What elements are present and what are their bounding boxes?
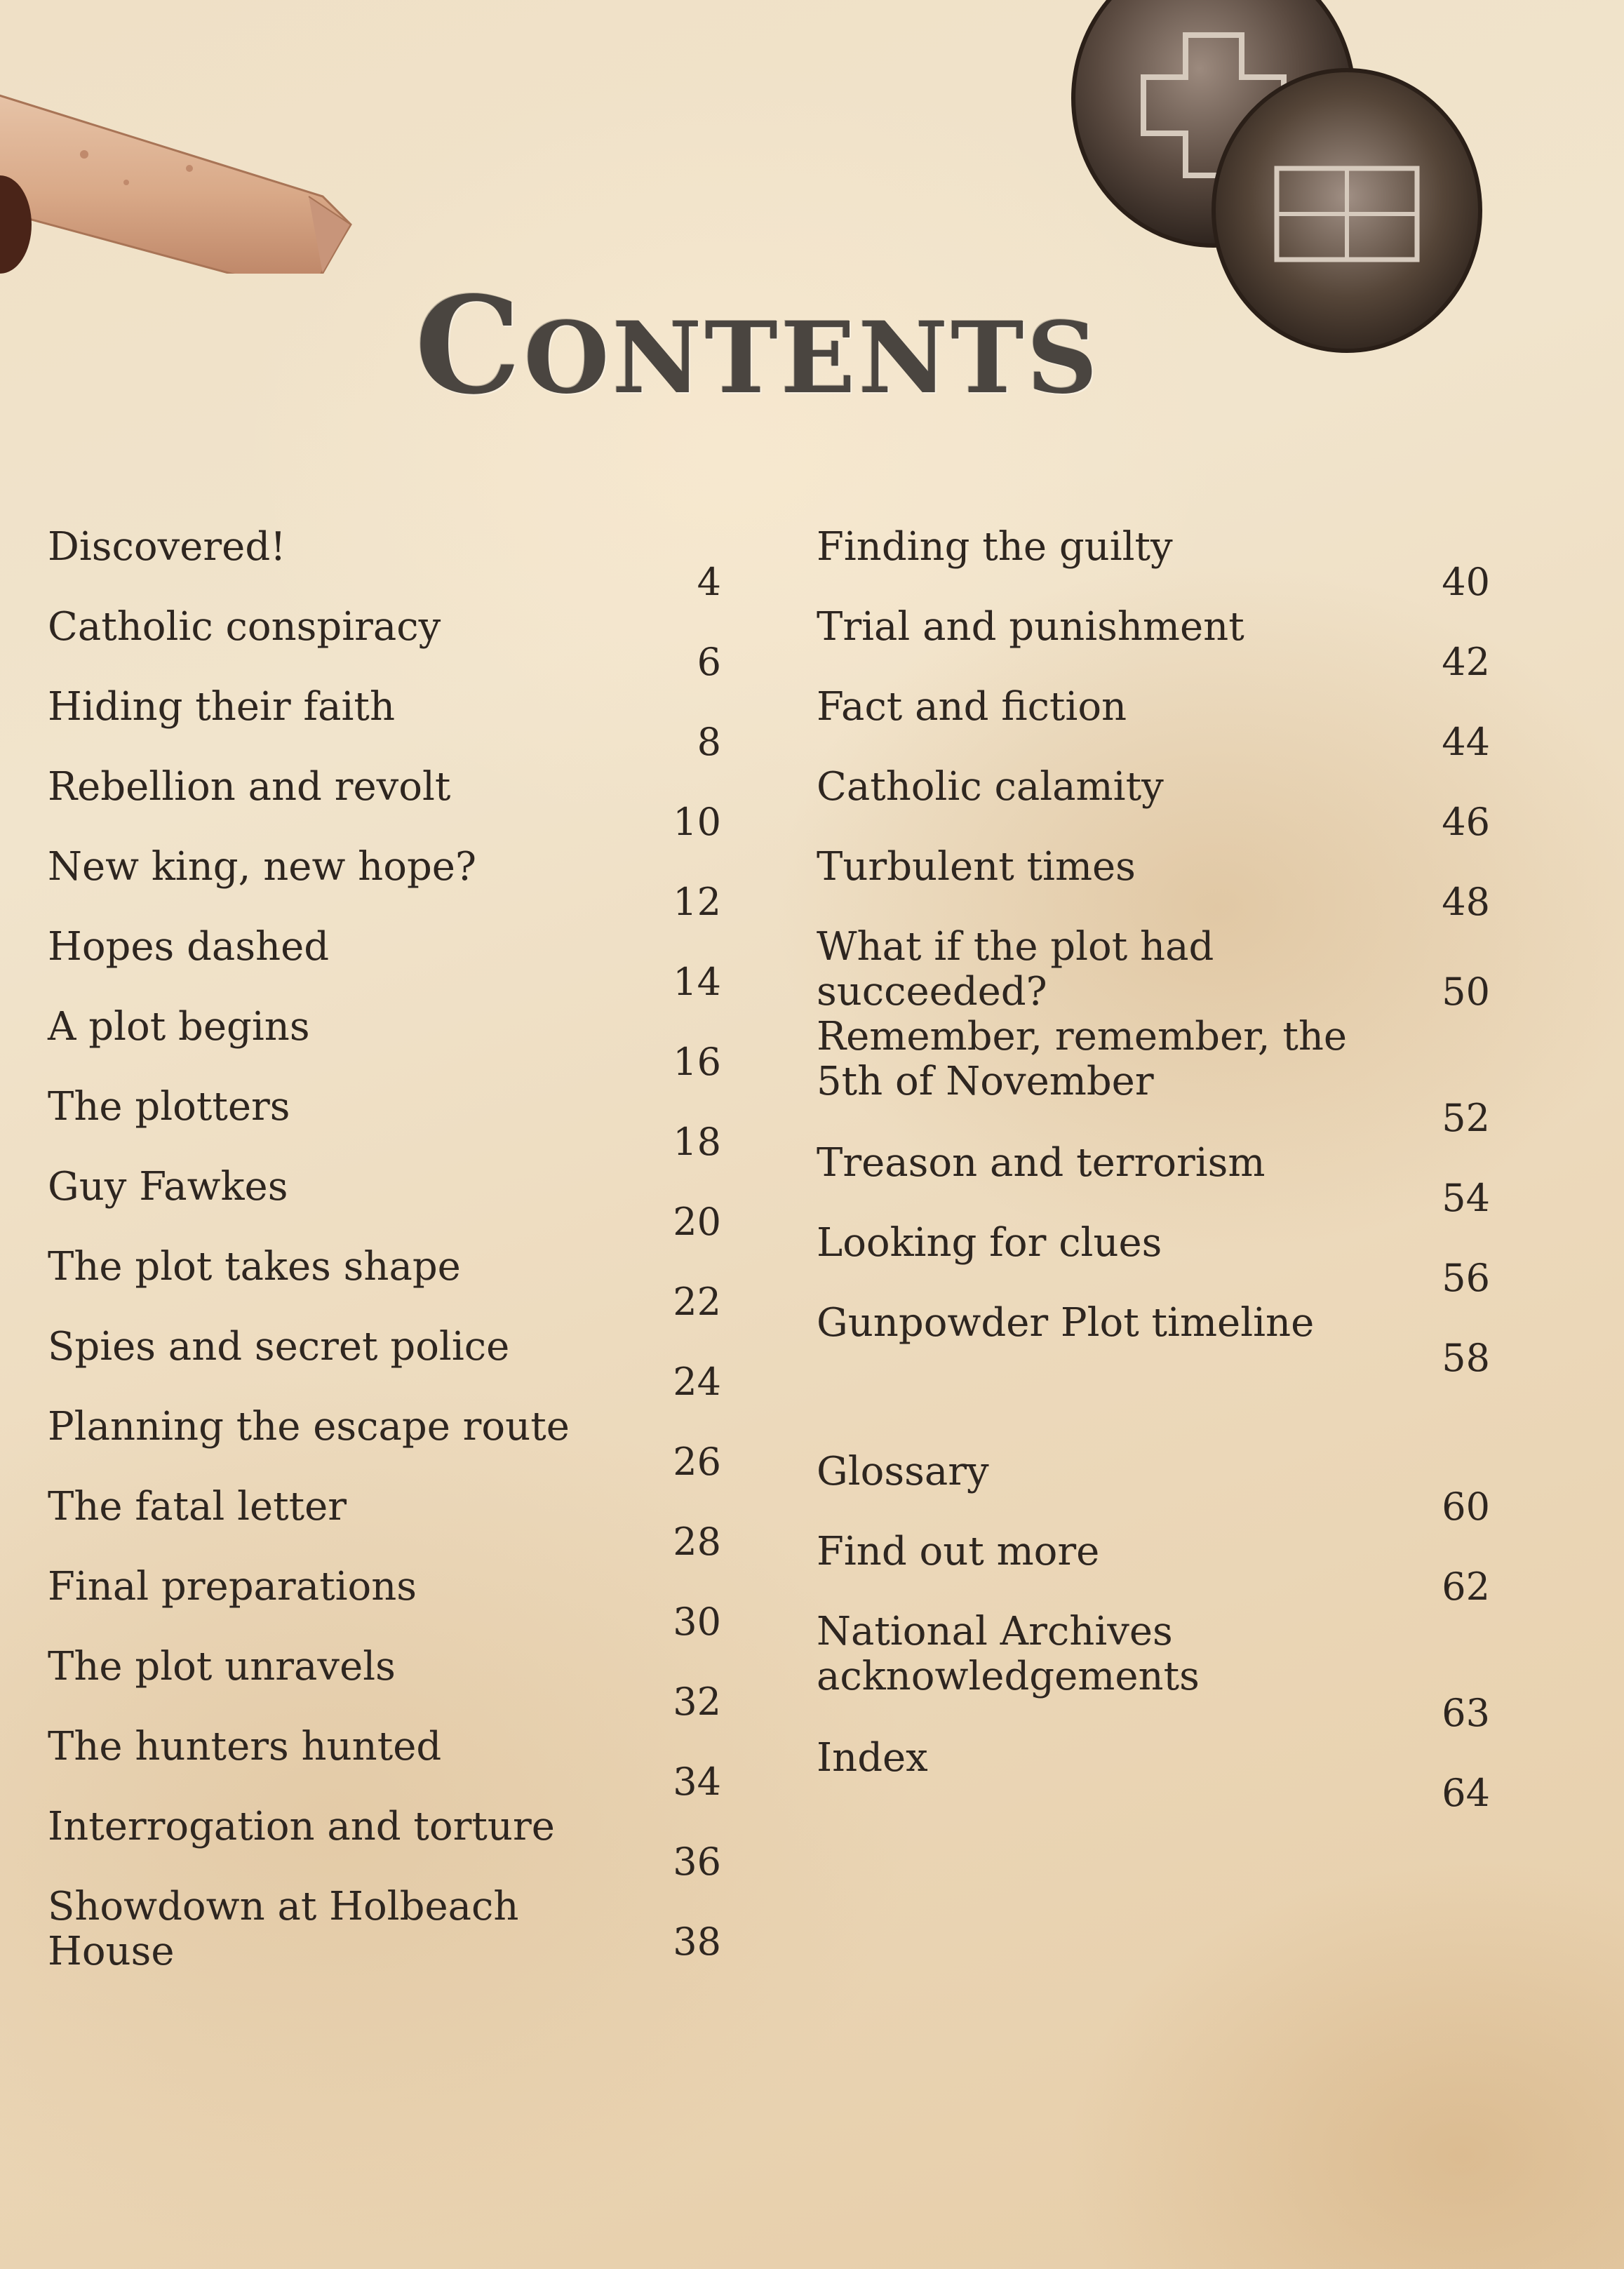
- toc-entry-page: 34: [673, 1760, 721, 1804]
- toc-entry[interactable]: [48, 1085, 721, 1165]
- toc-entry-label: Interrogation and torture: [48, 1804, 555, 1849]
- toc-entry-label: Planning the escape route: [48, 1404, 570, 1450]
- toc-entry-label: Discovered!: [48, 524, 286, 570]
- toc-entry[interactable]: [817, 1736, 1490, 1816]
- toc-entry-page: 26: [673, 1440, 721, 1484]
- toc-entry-label: Index: [817, 1735, 928, 1781]
- toc-entry[interactable]: [817, 1301, 1490, 1381]
- toc-entry[interactable]: [48, 925, 721, 1005]
- contents-left-column: [48, 524, 721, 1974]
- toc-entry-page: 22: [673, 1280, 721, 1324]
- toc-entry-page: 52: [1442, 1096, 1490, 1140]
- toc-entry[interactable]: [48, 765, 721, 845]
- toc-entry[interactable]: [817, 1141, 1490, 1221]
- toc-entry-label: Find out more: [817, 1529, 1100, 1574]
- toc-entry[interactable]: [48, 525, 721, 605]
- toc-entry-page: 63: [1442, 1691, 1490, 1735]
- page-title: CONTENTS: [415, 267, 1101, 424]
- toc-entry-label: The plotters: [48, 1084, 290, 1130]
- toc-entry-page: 12: [673, 880, 721, 924]
- toc-entry-page: 8: [697, 720, 721, 764]
- toc-entry[interactable]: [48, 605, 721, 685]
- toc-entry[interactable]: [817, 925, 1490, 1015]
- toc-entry-label: Guy Fawkes: [48, 1164, 288, 1210]
- toc-entry[interactable]: [48, 1565, 721, 1645]
- toc-entry-page: 14: [673, 960, 721, 1004]
- toc-entry-page: 64: [1442, 1771, 1490, 1815]
- toc-entry-page: 50: [1442, 970, 1490, 1014]
- toc-entry[interactable]: [817, 845, 1490, 925]
- toc-entry-page: 44: [1442, 720, 1490, 764]
- toc-entry[interactable]: [817, 1450, 1490, 1530]
- toc-entry[interactable]: [48, 1405, 721, 1485]
- toc-entry-label: Showdown at Holbeach House: [48, 1884, 519, 1974]
- toc-entry-label: What if the plot had succeeded?: [817, 924, 1214, 1015]
- toc-entry-label: Trial and punishment: [817, 604, 1244, 650]
- toc-entry-page: 28: [673, 1520, 721, 1564]
- toc-entry-label: Gunpowder Plot timeline: [817, 1300, 1315, 1346]
- toc-entry[interactable]: [48, 1725, 721, 1805]
- toc-entry-page: 40: [1442, 560, 1490, 604]
- toc-entry[interactable]: [48, 1245, 721, 1325]
- toc-entry[interactable]: [817, 1221, 1490, 1301]
- toc-entry[interactable]: [817, 1609, 1490, 1736]
- toc-entry-page: 58: [1442, 1336, 1490, 1380]
- toc-entry[interactable]: [48, 1805, 721, 1885]
- toc-entry-label: New king, new hope?: [48, 844, 476, 890]
- toc-entry[interactable]: [48, 1645, 721, 1725]
- toc-entry-page: 24: [673, 1360, 721, 1404]
- toc-entry-page: 60: [1442, 1485, 1490, 1529]
- toc-entry-label: Glossary: [817, 1449, 989, 1494]
- toc-entry-page: 46: [1442, 800, 1490, 844]
- toc-entry-page: 54: [1442, 1176, 1490, 1220]
- rolled-parchment-scroll-icon: [0, 63, 393, 274]
- toc-entry-label: The fatal letter: [48, 1484, 347, 1530]
- toc-entry-label: Hopes dashed: [48, 924, 330, 970]
- toc-entry-label: Final preparations: [48, 1564, 417, 1609]
- toc-entry-label: National Archives acknowledgements: [817, 1609, 1200, 1699]
- toc-entry[interactable]: [48, 1165, 721, 1245]
- contents-right-column: [817, 525, 1490, 1816]
- toc-entry-label: Catholic calamity: [817, 764, 1164, 810]
- toc-entry[interactable]: [48, 1884, 721, 1974]
- toc-entry[interactable]: [48, 1325, 721, 1405]
- toc-entry-label: Hiding their faith: [48, 684, 396, 730]
- toc-entry-page: 42: [1442, 640, 1490, 684]
- toc-entry-page: 4: [697, 560, 721, 604]
- toc-entry-label: Looking for clues: [817, 1220, 1162, 1266]
- toc-entry[interactable]: [48, 685, 721, 765]
- toc-entry-page: 56: [1442, 1256, 1490, 1300]
- toc-entry-page: 38: [673, 1920, 721, 1964]
- toc-entry-label: Fact and fiction: [817, 684, 1127, 730]
- toc-entry[interactable]: [817, 1530, 1490, 1609]
- toc-entry[interactable]: [48, 1485, 721, 1565]
- toc-entry-page: 30: [673, 1600, 721, 1644]
- toc-entry-page: 48: [1442, 880, 1490, 924]
- toc-entry-page: 62: [1442, 1565, 1490, 1609]
- toc-entry-label: Finding the guilty: [817, 524, 1173, 570]
- toc-entry-page: 16: [673, 1040, 721, 1084]
- toc-entry-page: 36: [673, 1840, 721, 1884]
- toc-entry-label: The hunters hunted: [48, 1724, 442, 1769]
- toc-entry-label: Catholic conspiracy: [48, 604, 441, 650]
- toc-entry-label: Rebellion and revolt: [48, 764, 451, 810]
- toc-entry-label: Remember, remember, the 5th of November: [817, 1014, 1348, 1104]
- toc-entry-label: The plot unravels: [48, 1644, 396, 1689]
- toc-entry-page: 18: [673, 1120, 721, 1164]
- toc-entry[interactable]: [48, 1005, 721, 1085]
- toc-entry-label: Spies and secret police: [48, 1324, 510, 1370]
- toc-entry[interactable]: [817, 765, 1490, 845]
- toc-entry[interactable]: [817, 685, 1490, 765]
- toc-entry-page: 6: [697, 640, 721, 684]
- toc-entry-page: 20: [673, 1200, 721, 1244]
- toc-entry-label: Turbulent times: [817, 844, 1136, 890]
- toc-entry[interactable]: [48, 845, 721, 925]
- toc-entry[interactable]: [817, 605, 1490, 685]
- toc-entry-page: 32: [673, 1680, 721, 1724]
- toc-entry-label: The plot takes shape: [48, 1244, 461, 1290]
- toc-entry[interactable]: [817, 525, 1490, 605]
- toc-entry-label: A plot begins: [48, 1004, 310, 1050]
- toc-entry-page: 10: [673, 800, 721, 844]
- toc-entry-label: Treason and terrorism: [817, 1140, 1266, 1186]
- toc-entry[interactable]: [817, 1015, 1490, 1141]
